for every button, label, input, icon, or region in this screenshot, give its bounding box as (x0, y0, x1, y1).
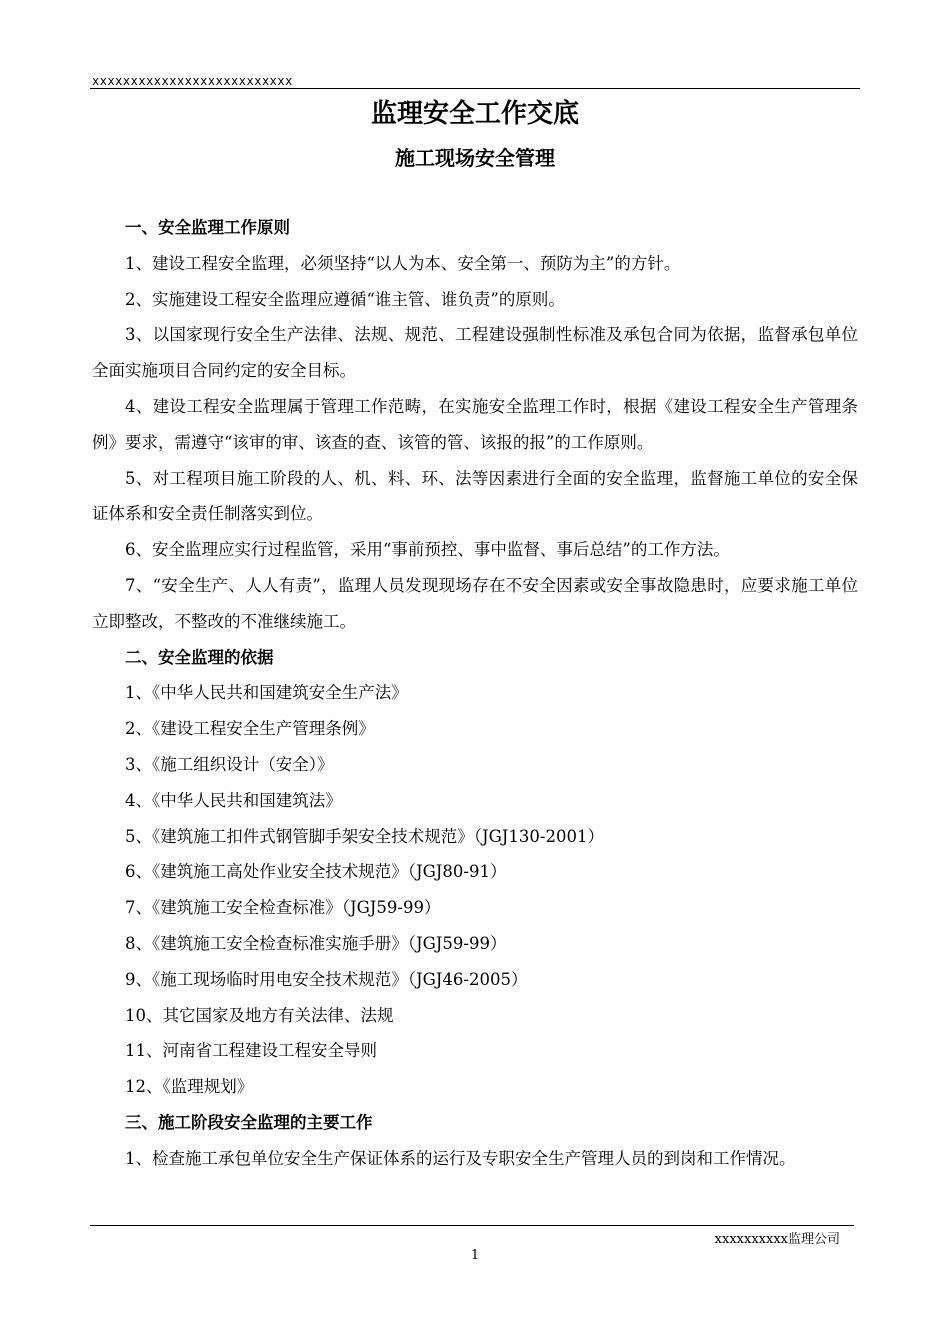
header-rule (90, 88, 860, 89)
paragraph: 1、检查施工承包单位安全生产保证体系的运行及专职安全生产管理人员的到岗和工作情况。 (125, 1148, 796, 1168)
paragraph: 6、《建筑施工高处作业安全技术规范》（JGJ80-91） (125, 862, 507, 882)
paragraph: 2、实施建设工程安全监理应遵循“谁主管、谁负责”的原则。 (125, 289, 565, 309)
paragraph: 7、“安全生产、人人有责”，监理人员发现现场存在不安全因素或安全事故隐患时，应要求施工单位立即整改，不整改的不准继续施工。 (92, 575, 858, 631)
footer-company: xxxxxxxxxx监理公司 (714, 1232, 840, 1247)
paragraph: 10、其它国家及地方有关法律、法规 (125, 1005, 394, 1025)
paragraph: 3、《施工组织设计（安全）》 (125, 754, 334, 774)
paragraph: 7、《建筑施工安全检查标准》（JGJ59-99） (125, 898, 441, 918)
paragraph: 5、对工程项目施工阶段的人、机、料、环、法等因素进行全面的安全监理，监督施工单位的安全保证体系和安全责任制落实到位。 (92, 468, 858, 524)
paragraph: 11、河南省工程建设工程安全导则 (125, 1041, 377, 1061)
section-heading: 一、安全监理工作原则 (125, 218, 290, 237)
paragraph: 8、《建筑施工安全检查标准实施手册》（JGJ59-99） (125, 933, 507, 953)
paragraph: 1、建设工程安全监理，必须坚持“以人为本、安全第一、预防为主”的方针。 (125, 253, 681, 273)
paragraph: 6、安全监理应实行过程监管，采用“事前预控、事中监督、事后总结”的工作方法。 (125, 540, 730, 560)
document-subtitle: 施工现场安全管理 (395, 146, 555, 170)
section-heading: 三、施工阶段安全监理的主要工作 (125, 1112, 373, 1132)
paragraph: 1、《中华人民共和国建筑安全生产法》 (125, 683, 408, 703)
page-header-text: xxxxxxxxxxxxxxxxxxxxxxxxxx (92, 74, 293, 88)
page-number: 1 (470, 1248, 480, 1263)
paragraph: 3、以国家现行安全生产法律、法规、规范、工程建设强制性标准及承包合同为依据，监督承包单位全面实施项目合同约定的安全目标。 (92, 325, 858, 381)
document-title: 监理安全工作交底 (370, 99, 579, 129)
footer-rule (90, 1225, 854, 1226)
paragraph: 2、《建设工程安全生产管理条例》 (125, 719, 375, 739)
document-body (92, 210, 858, 1177)
paragraph: 12、《监理规划》 (125, 1077, 254, 1097)
paragraph: 9、《施工现场临时用电安全技术规范》（JGJ46-2005） (125, 969, 528, 989)
section-heading: 二、安全监理的依据 (125, 647, 274, 667)
paragraph: 5、《建筑施工扣件式钢管脚手架安全技术规范》（JGJ130-2001） (125, 826, 604, 846)
paragraph: 4、建设工程安全监理属于管理工作范畴，在实施安全监理工作时，根据《建设工程安全生产管理条例》要求，需遵守“该审的审、该查的查、该管的管、该报的报”的工作原则。 (92, 396, 858, 452)
paragraph: 4、《中华人民共和国建筑法》 (125, 790, 342, 810)
